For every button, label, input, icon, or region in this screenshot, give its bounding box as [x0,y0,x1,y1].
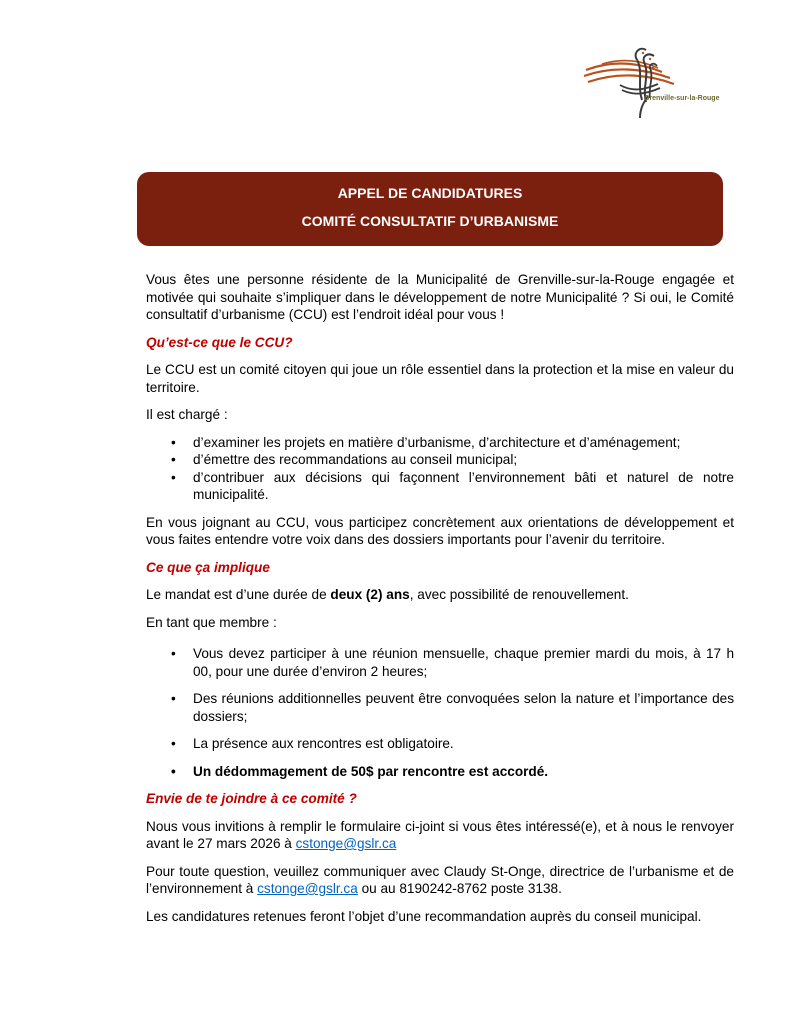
member-intro: En tant que membre : [146,614,277,630]
mandate-paragraph: Le mandat est d’une durée de deux (2) ans, avec possibilité de renouvellement. [146,587,629,602]
banner-subtitle: COMITÉ CONSULTATIF D’URBANISME [301,213,559,229]
member-obligations-list [146,645,734,780]
mandate-duration: deux (2) ans [330,587,410,602]
list-item: • d’émettre des recommandations au conseil municipal; [171,452,518,467]
heron-logo-icon [582,40,742,120]
bullet-icon: • [171,646,176,661]
ccu-benefits-paragraph: En vous joignant au CCU, vous participez concrètement aux orientations de développement et vous faites entendre votre voix dans des dossiers importants pour l’avenir du territoire. [146,514,734,547]
email-link[interactable]: cstonge@gslr.ca [257,881,358,896]
section-heading-implique: Ce que ça implique [146,559,270,575]
list-item: • d’contribuer aux décisions qui façonnent l’environnement bâti et naturel de notre municipalité. [171,469,734,502]
list-item: • Vous devez participer à une réunion mensuelle, chaque premier mardi du mois, à 17 h 00, pour une durée d’environ 2 heures; [171,646,734,679]
bullet-icon: • [171,434,176,450]
document-body [146,271,734,935]
list-item-compensation: • Un dédommagement de 50$ par rencontre est accordé. [171,763,549,779]
ccu-description: Le CCU est un comité citoyen qui joue un rôle essentiel dans la protection et la mise en valeur du territoire. [146,362,734,395]
title-banner [137,172,723,246]
ccu-duties-list [146,434,734,504]
section-heading-join: Envie de te joindre à ce comité ? [146,791,357,806]
email-link[interactable]: cstonge@gslr.ca [295,836,397,851]
municipal-logo [582,40,742,120]
contact-paragraph: Pour toute question, veuillez communiquer avec Claudy St-Onge, directrice de l’urbanisme et de l’environnement à cstonge@gslr.ca ou au 8190242-8762 poste 3138. [146,863,734,896]
section-heading-ccu: Qu’est-ce que le CCU? [146,334,293,350]
closing-paragraph: Les candidatures retenues feront l’objet d’une recommandation auprès du conseil municipal. [146,908,702,924]
ccu-duties-intro: Il est chargé : [146,407,228,422]
bullet-icon: • [171,469,176,485]
intro-paragraph: Vous êtes une personne résidente de la Municipalité de Grenville-sur-la-Rouge engagée et motivée qui souhaite s’impliquer dans le développement de notre Municipalité ? Si oui, le Comité consultatif d’urbanisme (CCU) est l’endroit idéal pour vous ! [146,272,734,322]
application-paragraph: Nous vous invitions à remplir le formulaire ci-joint si vous êtes intéressé(e), et à nous le renvoyer avant le 27 mars 2026 à cstonge@gslr.ca [146,818,734,851]
list-item: • Des réunions additionnelles peuvent être convoquées selon la nature et l’importance des dossiers; [171,691,734,724]
bullet-icon: • [171,452,176,467]
list-item: • La présence aux rencontres est obligatoire. [171,736,454,751]
logo-text: Grenville-sur-la-Rouge [644,95,720,102]
bullet-icon: • [171,763,176,779]
bullet-icon: • [171,736,176,751]
bullet-icon: • [171,691,176,706]
list-item: • d’examiner les projets en matière d’urbanisme, d’architecture et d’aménagement; [171,434,681,450]
banner-title: APPEL DE CANDIDATURES [337,185,523,201]
